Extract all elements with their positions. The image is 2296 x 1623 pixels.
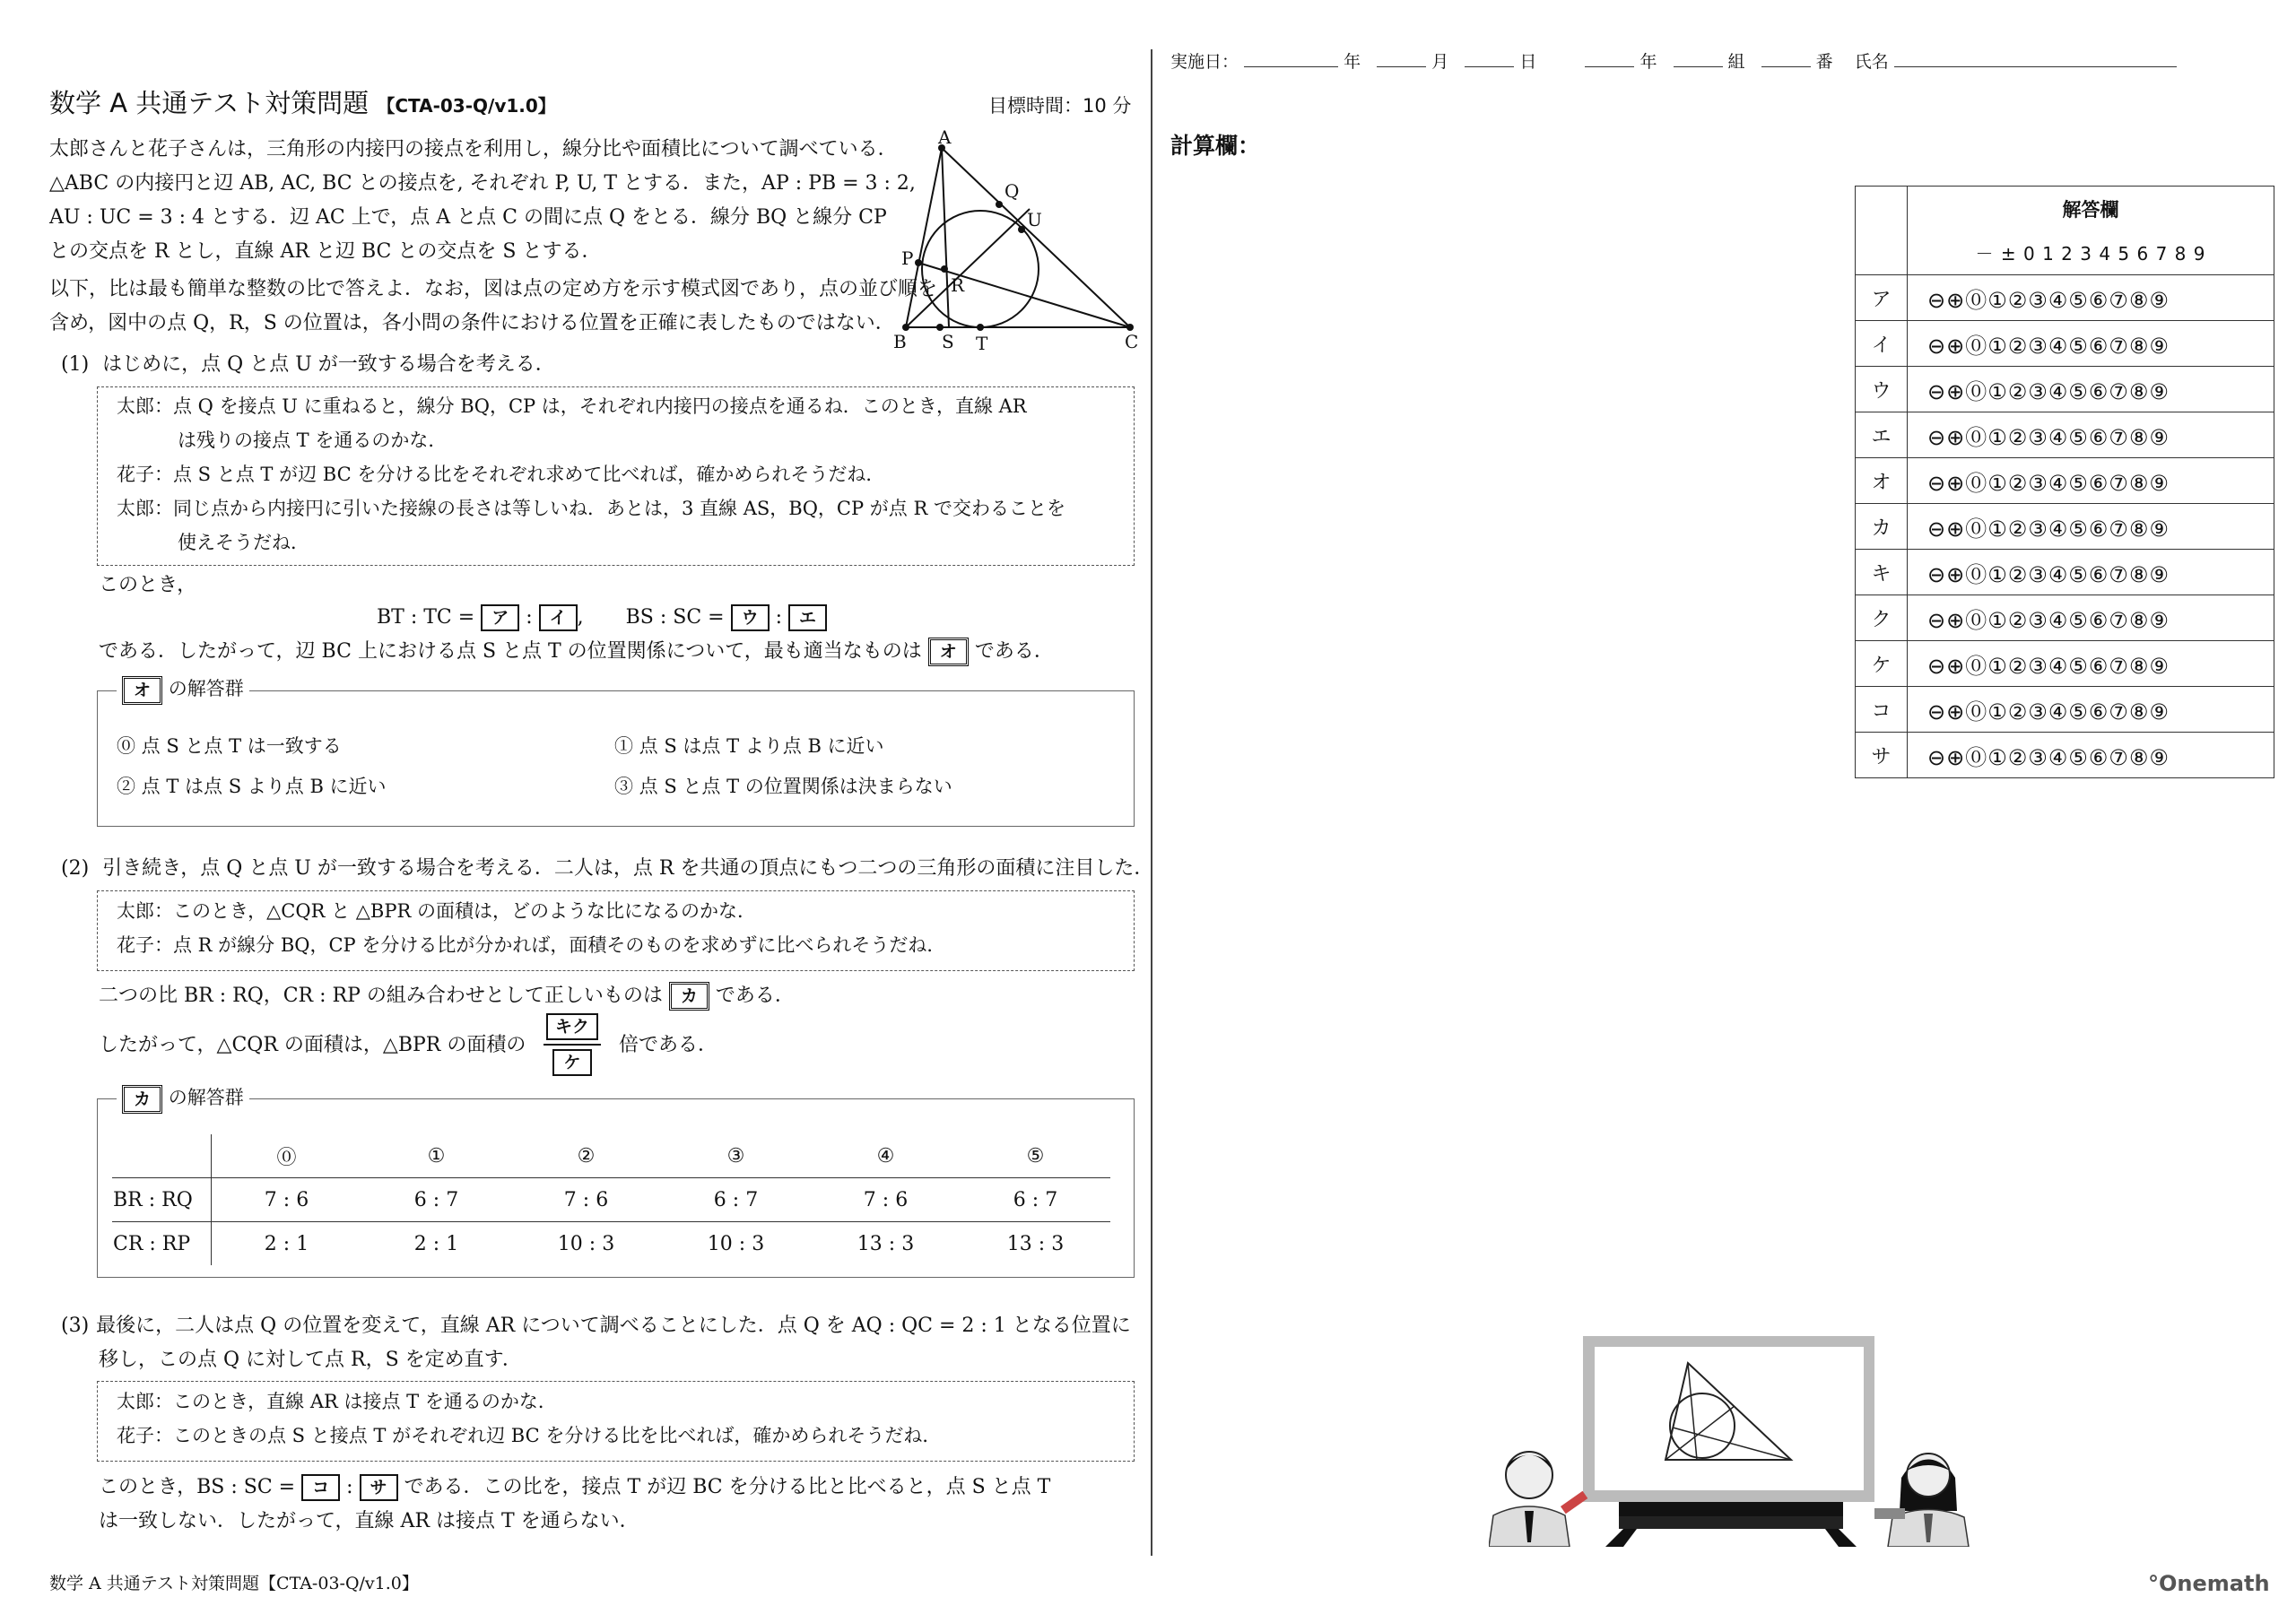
answer-bubbles[interactable]: ⊖⊕⓪①②③④⑤⑥⑦⑧⑨	[1908, 504, 2274, 550]
year-label: 年	[1344, 52, 1361, 72]
speech: 点 S と点 T が辺 BC を分ける比をそれぞれ求めて比べれば，確かめられそうだね．	[173, 464, 885, 485]
table-cell: 13 : 3	[1006, 1232, 1065, 1255]
month-label: 月	[1431, 52, 1449, 72]
q2-line	[117, 928, 945, 962]
footer-logo	[2148, 1569, 2270, 1598]
label-C: C	[1125, 331, 1139, 352]
answer-key: サ	[1856, 733, 1908, 778]
choice-header[interactable]: ③	[726, 1144, 745, 1167]
speaker: 花子：	[117, 934, 173, 956]
q3-lead-line	[61, 1309, 1131, 1343]
logo-text: Onemath	[2159, 1571, 2270, 1596]
students-whiteboard-illustration	[1489, 1327, 1991, 1547]
table-cell: 6 : 7	[713, 1188, 759, 1211]
grade-label: 年	[1639, 52, 1657, 72]
triangle-figure	[888, 126, 1157, 359]
choice-header[interactable]: ⑤	[1026, 1144, 1045, 1167]
q3-number: (3)	[61, 1315, 90, 1337]
speaker: 太郎：	[117, 1391, 173, 1412]
blank[interactable]	[1674, 66, 1723, 67]
q1-line	[117, 525, 1065, 560]
answer-key: イ	[1856, 321, 1908, 367]
answer-box-ka[interactable]: カ	[669, 982, 709, 1011]
answer-row	[1856, 641, 2274, 687]
blank[interactable]	[1377, 66, 1426, 67]
q1-konotoki: このとき，	[99, 574, 197, 596]
answer-bubbles[interactable]: ⊖⊕⓪①②③④⑤⑥⑦⑧⑨	[1908, 458, 2274, 504]
q1-after	[99, 635, 1054, 669]
speech: 点 R が線分 BQ，CP を分ける比が分かれば，面積そのものを求めずに比べられそうだね．	[173, 934, 946, 956]
title-text: 数学 A 共通テスト対策問題	[49, 88, 370, 118]
answer-key: ケ	[1856, 641, 1908, 687]
answer-key: カ	[1856, 504, 1908, 550]
answer-key: エ	[1856, 412, 1908, 458]
answer-sheet	[1855, 186, 2274, 778]
q1-equation	[377, 601, 827, 635]
q1-choice-3[interactable]: ③ 点 S と点 T の位置関係は決まらない	[614, 776, 952, 797]
choice-header[interactable]: ①	[427, 1144, 446, 1167]
date-label: 実施日：	[1170, 52, 1239, 72]
number-label: 番	[1815, 52, 1833, 72]
answer-bubbles[interactable]: ⊖⊕⓪①②③④⑤⑥⑦⑧⑨	[1908, 412, 2274, 458]
label-T: T	[976, 333, 988, 354]
q3-line	[117, 1384, 941, 1419]
answer-row	[1856, 733, 2274, 778]
table-row	[112, 1222, 1110, 1266]
q2-choice-legend	[117, 1083, 249, 1114]
row-label: CR : RP	[112, 1222, 212, 1266]
answer-title: 解答欄	[1908, 187, 2274, 231]
table-cell: 6 : 7	[413, 1188, 459, 1211]
answer-key: ア	[1856, 275, 1908, 321]
answer-box-sa[interactable]: サ	[360, 1474, 398, 1501]
q2-lead	[61, 852, 1153, 886]
q3-line1-text: このとき，BS : SC =	[99, 1476, 296, 1498]
q1-choice-2[interactable]: ② 点 T は点 S より点 B に近い	[117, 776, 387, 797]
speech: このときの点 S と接点 T がそれぞれ辺 BC を分ける比を比べれば，確かめられそうだね．	[173, 1425, 942, 1446]
intro-line: 含め，図中の点 Q，R，S の位置は，各小問の条件における位置を正確に表したものではない．	[49, 312, 895, 334]
student-info-line	[1170, 49, 2177, 74]
answer-bubbles[interactable]: ⊖⊕⓪①②③④⑤⑥⑦⑧⑨	[1908, 641, 2274, 687]
answer-header-row	[1856, 187, 2274, 231]
target-time: 目標時間：10 分	[988, 95, 1132, 117]
speaker: 花子：	[117, 464, 173, 485]
legend-box-o: オ	[122, 676, 162, 705]
q3-line1	[99, 1471, 1050, 1505]
q1-line	[117, 457, 1065, 491]
q3-lead	[61, 1309, 1131, 1377]
speaker: 花子：	[117, 1425, 173, 1446]
q1-line	[117, 491, 1065, 525]
table-cell: 2 : 1	[264, 1232, 309, 1255]
q2-line1-end: である．	[715, 985, 795, 1007]
comma: ,	[577, 606, 584, 629]
intro-line: 太郎さんと花子さんは，三角形の内接円の接点を利用し，線分比や面積比について調べている．	[49, 138, 898, 161]
table-cell: 6 : 7	[1013, 1188, 1058, 1211]
name-label: 氏名	[1854, 52, 1889, 72]
table-cell: 7 : 6	[264, 1188, 309, 1211]
table-header-row	[112, 1134, 1110, 1178]
legend-text: の解答群	[168, 1087, 244, 1108]
answer-box-ko[interactable]: コ	[301, 1474, 340, 1501]
eq-bt-label: BT : TC =	[377, 606, 475, 629]
answer-box-e[interactable]: エ	[788, 604, 827, 631]
page-title	[49, 85, 556, 124]
table-cell: 13 : 3	[857, 1232, 915, 1255]
answer-row	[1856, 458, 2274, 504]
answer-box-kiku[interactable]: キク	[546, 1013, 598, 1040]
colon: :	[526, 606, 533, 629]
q1-after-text: である．したがって，辺 BC 上における点 S と点 T の位置関係について，最も適当なものは	[99, 640, 922, 663]
label-Q: Q	[1004, 180, 1020, 202]
speech: は残りの接点 T を通るのかな．	[178, 430, 448, 451]
q2-line	[117, 894, 945, 928]
answer-row	[1856, 275, 2274, 321]
label-B: B	[893, 331, 907, 352]
q3-dialogue	[117, 1384, 941, 1453]
logo-mark-icon: °	[2148, 1571, 2159, 1596]
eq-bs-label: BS : SC =	[625, 606, 725, 629]
choice-header[interactable]: ④	[876, 1144, 895, 1167]
answer-key: キ	[1856, 550, 1908, 595]
legend-box-ka: カ	[122, 1085, 162, 1114]
answer-key: コ	[1856, 687, 1908, 733]
q1-choice-0[interactable]: ⓪ 点 S と点 T は一致する	[117, 735, 342, 757]
colon: :	[346, 1476, 353, 1498]
label-U: U	[1027, 209, 1042, 230]
q1-after-end: である．	[974, 640, 1054, 663]
q1-line	[117, 423, 1065, 457]
q1-choice-legend	[117, 674, 249, 705]
answer-bubbles[interactable]: ⊖⊕⓪①②③④⑤⑥⑦⑧⑨	[1908, 321, 2274, 367]
speaker: 太郎：	[117, 498, 173, 519]
q1-dialogue	[117, 389, 1065, 560]
answer-row	[1856, 550, 2274, 595]
name-blank[interactable]	[1894, 66, 2177, 67]
answer-bubbles[interactable]: ⊖⊕⓪①②③④⑤⑥⑦⑧⑨	[1908, 687, 2274, 733]
speaker: 太郎：	[117, 395, 173, 417]
q1-choice-1[interactable]: ① 点 S は点 T より点 B に近い	[614, 735, 884, 757]
class-label: 組	[1727, 52, 1745, 72]
title-code: 【CTA-03-Q/v1.0】	[377, 95, 556, 117]
q1-line	[117, 389, 1065, 423]
footer-text: 数学 A 共通テスト対策問題【CTA-03-Q/v1.0】	[49, 1574, 419, 1593]
answer-box-i[interactable]: イ	[539, 604, 578, 631]
digit-header: － ± 0 1 2 3 4 5 6 7 8 9	[1908, 230, 2274, 275]
answer-box-u[interactable]: ウ	[731, 604, 770, 631]
q2-choice-table	[112, 1134, 1110, 1265]
answer-bubbles[interactable]: ⊖⊕⓪①②③④⑤⑥⑦⑧⑨	[1908, 367, 2274, 412]
answer-row	[1856, 367, 2274, 412]
choice-header[interactable]: ②	[577, 1144, 596, 1167]
answer-row	[1856, 321, 2274, 367]
q2-number: (2)	[61, 857, 90, 880]
table-cell: 7 : 6	[563, 1188, 609, 1211]
speaker: 太郎：	[117, 900, 173, 922]
answer-key: ク	[1856, 595, 1908, 641]
q2-dialogue	[117, 894, 945, 962]
blank[interactable]	[1761, 66, 1811, 67]
label-R: R	[951, 274, 965, 296]
choice-header[interactable]: ⓪	[276, 1146, 297, 1169]
q2-line1-text: 二つの比 BR : RQ，CR : RP の組み合わせとして正しいものは	[99, 985, 663, 1007]
q1-lead-text: はじめに，点 Q と点 U が一致する場合を考える．	[102, 353, 555, 376]
q3-lead-line: 移し，この点 Q に対して点 R，S を定め直す．	[99, 1349, 522, 1371]
table-cell: 2 : 1	[413, 1232, 459, 1255]
answer-box-a[interactable]: ア	[481, 604, 519, 631]
q3-line	[117, 1419, 941, 1453]
q2-lead-text: 引き続き，点 Q と点 U が一致する場合を考える．二人は，点 R を共通の頂点にもつ二つの三角形の面積に注目した．	[102, 857, 1154, 880]
table-cell: 7 : 6	[863, 1188, 909, 1211]
blank[interactable]	[1585, 66, 1634, 67]
label-A: A	[938, 126, 952, 148]
intro-line: 以下，比は最も簡単な整数の比で答えよ．なお，図は点の定め方を示す模式図であり，点の並び順を	[49, 278, 938, 300]
colon: :	[775, 606, 783, 629]
answer-key: ウ	[1856, 367, 1908, 412]
blank[interactable]	[1244, 66, 1338, 67]
calc-label: 計算欄：	[1170, 133, 1261, 159]
q3-line2: は一致しない．したがって，直線 AR は接点 T を通らない．	[99, 1510, 639, 1532]
table-cell: 10 : 3	[707, 1232, 765, 1255]
answer-bubbles[interactable]: ⊖⊕⓪①②③④⑤⑥⑦⑧⑨	[1908, 733, 2274, 778]
intro-line: との交点を R とし，直線 AR と辺 BC との交点を S とする．	[49, 240, 602, 263]
intro-text	[49, 133, 937, 341]
answer-bubbles[interactable]: ⊖⊕⓪①②③④⑤⑥⑦⑧⑨	[1908, 275, 2274, 321]
q2-fraction	[544, 1013, 601, 1076]
answer-box-o[interactable]: オ	[928, 638, 969, 666]
q2-line2-end: 倍である．	[619, 1034, 718, 1056]
q2-line1	[99, 979, 795, 1013]
speech: このとき，直線 AR は接点 T を通るのかな．	[173, 1391, 557, 1412]
legend-text: の解答群	[168, 678, 244, 699]
intro-line: AU : UC = 3 : 4 とする．辺 AC 上で，点 A と点 C の間に点 Q をとる．線分 BQ と線分 CP	[49, 206, 887, 229]
speech: 点 Q を接点 U に重ねると，線分 BQ，CP は，それぞれ内接円の接点を通るね．このとき，直線 AR	[173, 395, 1027, 417]
table-cell: 10 : 3	[557, 1232, 615, 1255]
speech: 使えそうだね．	[178, 532, 309, 553]
answer-row	[1856, 412, 2274, 458]
blank[interactable]	[1465, 66, 1514, 67]
answer-bubbles[interactable]: ⊖⊕⓪①②③④⑤⑥⑦⑧⑨	[1908, 595, 2274, 641]
answer-row	[1856, 595, 2274, 641]
label-P: P	[901, 247, 914, 269]
speech: 同じ点から内接円に引いた接線の長さは等しいね．あとは，3 直線 AS，BQ，CP が点 R で交わることを	[173, 498, 1065, 519]
q2-line2-text: したがって，△CQR の面積は，△BPR の面積の	[99, 1034, 526, 1056]
answer-box-ke[interactable]: ケ	[552, 1049, 591, 1076]
label-S: S	[942, 331, 954, 352]
intro-line: △ABC の内接円と辺 AB, AC, BC との接点を, それぞれ P, U, T とする．また，AP : PB = 3 : 2,	[49, 172, 916, 195]
q3-line1-end: である．この比を，接点 T が辺 BC を分ける比と比べると，点 S と点 T	[404, 1476, 1051, 1498]
table-row	[112, 1178, 1110, 1222]
q2-line2	[99, 1028, 526, 1063]
row-label: BR : RQ	[112, 1178, 212, 1222]
answer-row	[1856, 687, 2274, 733]
answer-row	[1856, 504, 2274, 550]
answer-bubbles[interactable]: ⊖⊕⓪①②③④⑤⑥⑦⑧⑨	[1908, 550, 2274, 595]
answer-key: オ	[1856, 458, 1908, 504]
q1-number: (1)	[61, 353, 90, 376]
day-label: 日	[1519, 52, 1537, 72]
speech: このとき，△CQR と △BPR の面積は，どのような比になるのかな．	[173, 900, 756, 922]
q3-lead-text: 最後に，二人は点 Q の位置を変えて，直線 AR について調べることにした．点 Q を AQ : QC = 2 : 1 となる位置に	[96, 1315, 1131, 1337]
q1-lead	[61, 348, 555, 382]
fraction-bar	[544, 1044, 601, 1046]
